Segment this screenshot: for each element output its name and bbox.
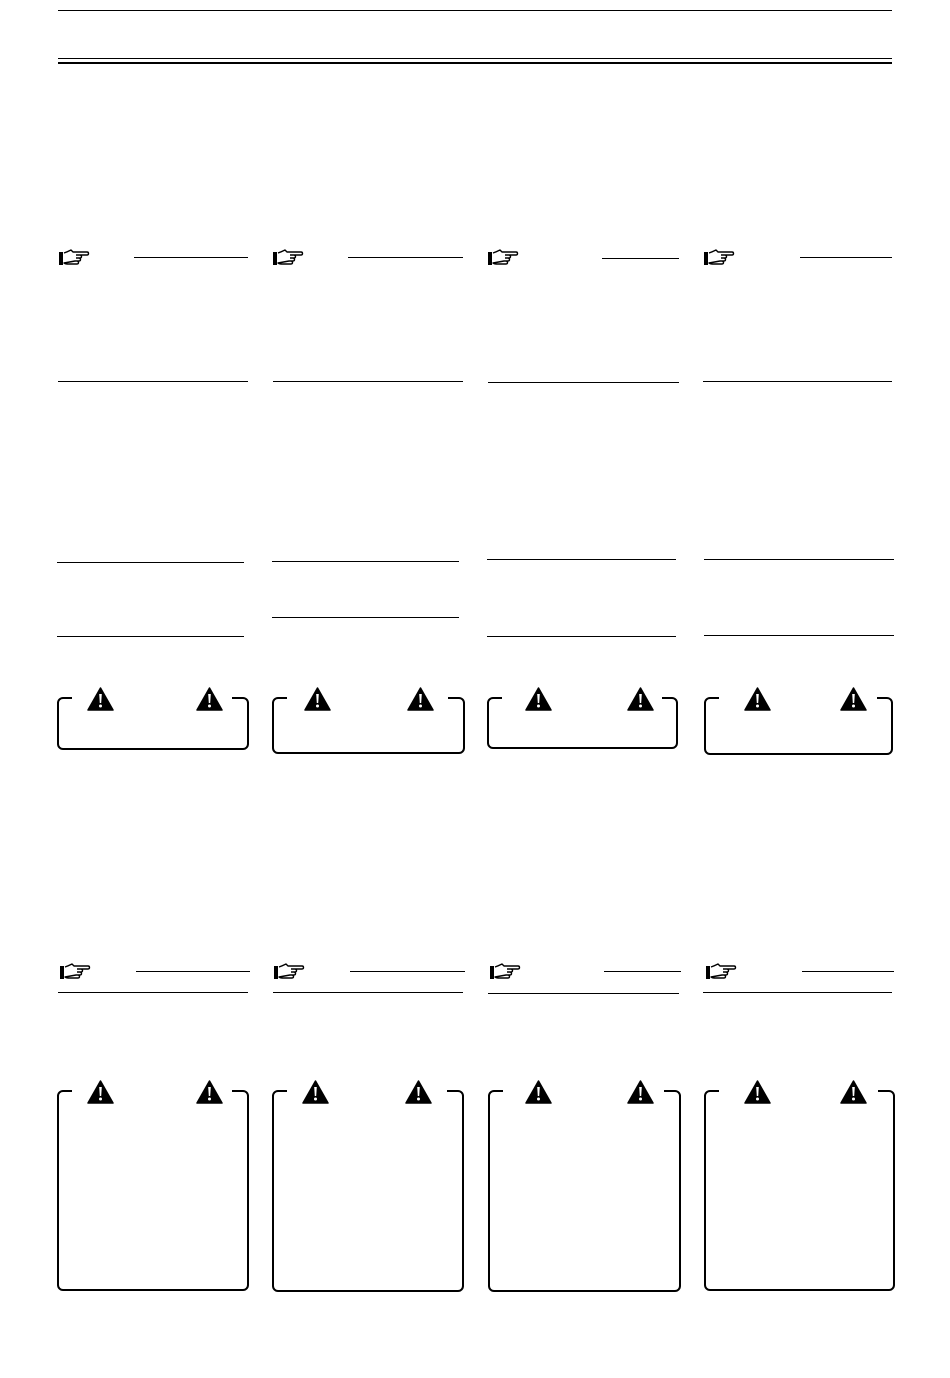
- note-heading-rule: [348, 257, 463, 258]
- warning-triangle-icon: [304, 687, 331, 711]
- warning-triangle-icon: [405, 1080, 432, 1104]
- note-end-rule: [273, 381, 463, 382]
- pointing-hand-icon: [59, 962, 91, 982]
- note-heading-rule: [800, 257, 892, 258]
- section-rule: [272, 561, 459, 562]
- warning-triangle-icon: [744, 1080, 771, 1104]
- warning-box: [272, 1090, 464, 1292]
- section-rule: [704, 635, 894, 636]
- warning-triangle-icon: [840, 1080, 867, 1104]
- section-rule: [704, 559, 894, 560]
- warning-triangle-icon: [87, 687, 114, 711]
- section-rule: [57, 562, 244, 563]
- section-rule: [272, 617, 459, 618]
- note-heading-rule: [602, 258, 679, 259]
- warning-triangle-icon: [196, 687, 223, 711]
- pointing-hand-icon: [487, 248, 519, 268]
- warning-triangle-icon: [302, 1080, 329, 1104]
- note-end-rule: [58, 381, 248, 382]
- note-heading-rule: [350, 971, 465, 972]
- pointing-hand-icon: [489, 962, 521, 982]
- header-top-rule: [58, 10, 892, 11]
- warning-box: [272, 697, 465, 754]
- note-end-rule: [703, 381, 892, 382]
- note-end-rule: [488, 993, 679, 994]
- warning-triangle-icon: [840, 687, 867, 711]
- warning-triangle-icon: [196, 1080, 223, 1104]
- note-end-rule: [488, 382, 679, 383]
- pointing-hand-icon: [705, 962, 737, 982]
- pointing-hand-icon: [273, 962, 305, 982]
- warning-box: [488, 1090, 681, 1292]
- warning-triangle-icon: [627, 1080, 654, 1104]
- pointing-hand-icon: [703, 248, 735, 268]
- note-heading-rule: [802, 971, 894, 972]
- warning-triangle-icon: [744, 687, 771, 711]
- note-heading-rule: [134, 257, 248, 258]
- warning-triangle-icon: [627, 687, 654, 711]
- header-double-rule-upper: [58, 58, 892, 59]
- note-end-rule: [703, 992, 892, 993]
- note-heading-rule: [604, 971, 681, 972]
- section-rule: [487, 636, 676, 637]
- note-end-rule: [58, 992, 248, 993]
- pointing-hand-icon: [58, 248, 90, 268]
- note-heading-rule: [136, 971, 250, 972]
- pointing-hand-icon: [272, 248, 304, 268]
- warning-triangle-icon: [407, 687, 434, 711]
- note-end-rule: [273, 992, 463, 993]
- warning-box: [57, 1090, 249, 1291]
- header-double-rule-lower: [58, 62, 892, 64]
- warning-triangle-icon: [525, 687, 552, 711]
- section-rule: [487, 559, 676, 560]
- warning-box: [704, 1090, 895, 1291]
- warning-triangle-icon: [87, 1080, 114, 1104]
- section-rule: [57, 636, 244, 637]
- warning-triangle-icon: [525, 1080, 552, 1104]
